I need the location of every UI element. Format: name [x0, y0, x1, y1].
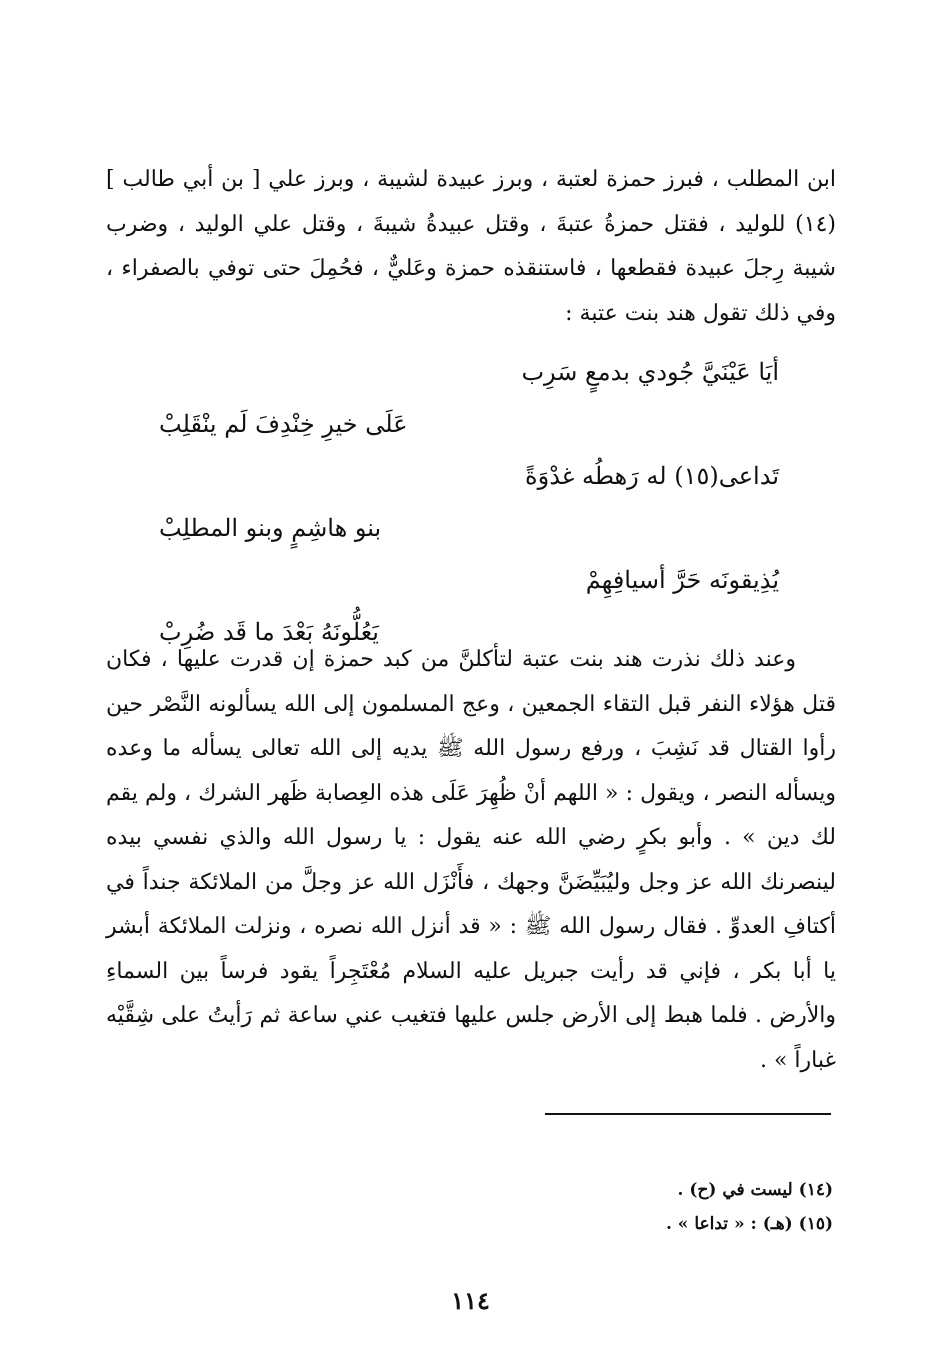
poem-verse-3-first-hemistich: يُذِيقونَه حَرَّ أسيافِهِمْ: [585, 566, 779, 594]
footnote-14: (١٤) ليست في (ح) .: [677, 1180, 833, 1200]
paragraph-battle: [106, 638, 836, 1083]
page-number: ١١٤: [451, 1286, 490, 1315]
paragraph-opening: [106, 158, 836, 336]
paragraph-text: ابن المطلب ، فبرز حمزة لعتبة ، وبرز عبيدة لشيبة ، وبرز علي [ بن أبي طالب ](١٤) للوليد ، فقتل حمزةُ عتبةَ ، وقتل عبيدةُ شيبةَ ، وقتل علي الوليد ، وضرب شيبة رِجلَ عبيدة فقطعها ، فاستنقذه حمزة وعَليٌّ ، فحُمِلَ حتى توفي بالصفراء ، وفي ذلك تقول هند بنت عتبة :: [106, 167, 836, 326]
footnotes: [333, 1173, 833, 1241]
poem-verse-3-second-hemistich: يَعُلُّونَهُ بَعْدَ ما قَد ضُرِبْ: [159, 618, 379, 646]
poem-verse-2-second-hemistich: بنو هاشِمٍ وبنو المطلِبْ: [159, 514, 382, 542]
poem-verse-1-first-hemistich: أيَا عَيْنَيَّ جُودي بدمعٍ سَرِب: [521, 358, 779, 386]
poem: [159, 346, 779, 658]
paragraph-text: وعند ذلك نذرت هند بنت عتبة لتأكلنَّ من كبد حمزة إن قدرت عليها ، فكان قتل هؤلاء النفر قبل التقاء الجمعين ، وعج المسلمون إلى الله يسألونه النَّصْر حين رأوا القتال قد نَشِبَ ، ورفع رسول الله ﷺ يديه إلى الله تعالى يسأله ما وعده ويسأله النصر ، ويقول : « اللهم أنْ ظُهِرَ عَلَى هذه العِصابة ظَهر الشرك ، ولم يقم لك دين » . وأبو بكرٍ رضي الله عنه يقول : يا رسول الله والذي نفسي بيده لينصرنك الله عز وجل وليُبَيِّضَنَّ وجهك ، فأَنْزَل الله عز وجلَّ من الملائكة جنداً في أكتافِ العدوِّ . فقال رسول الله ﷺ : « قد أنزل الله نصره ، ونزلت الملائكة أبشر يا أبا بكر ، فإني قد رأيت جبريل عليه السلام مُعْتَجِراً يقود فرساً بين السماءِ والأرض . فلما هبط إلى الأرض جلس عليها فتغيب عني ساعة ثم رَأيتُ على شِقَّيْه غباراً » .: [106, 647, 836, 1073]
footnote-separator: [545, 1113, 831, 1115]
footnote-15: (١٥) (هـ) : « تداعا » .: [665, 1214, 833, 1234]
poem-verse-1-second-hemistich: عَلَى خيرِ خِنْدِفَ لَم ينْقَلِبْ: [159, 410, 408, 438]
poem-verse-2-first-hemistich: تَداعى(١٥) له رَهطُه غدْوَةً: [525, 462, 779, 490]
